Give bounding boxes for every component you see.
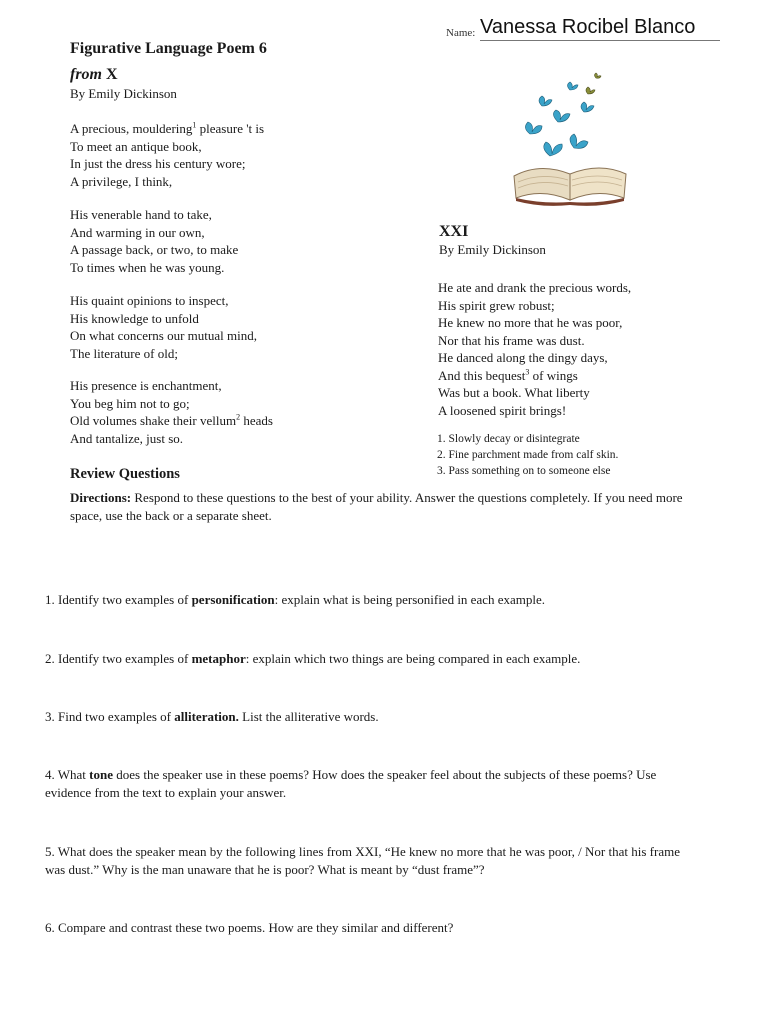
footnotes [437, 431, 618, 479]
poem-line: A privilege, I think, [70, 173, 173, 189]
poem-line: A passage back, or two, to make [70, 242, 239, 257]
name-label: Name: [446, 27, 476, 39]
question-6: 6. Compare and contrast these two poems. How are they similar and different? [45, 920, 454, 935]
butterfly-icon [525, 82, 594, 156]
poem-x-stanza-1 [70, 120, 264, 190]
poem-xxi-byline: By Emily Dickinson [439, 242, 546, 257]
question-2: 2. Identify two examples of metaphor: explain which two things are being compared in each example. [45, 651, 581, 666]
review-heading: Review Questions [70, 466, 180, 482]
poem-line: To meet an antique book, [70, 138, 202, 154]
poem-line: His spirit grew robust; [438, 297, 555, 313]
poem-line: A loosened spirit brings! [438, 402, 567, 418]
poem-line: His quaint opinions to inspect, [70, 293, 229, 308]
poem-line: Was but a book. What liberty [438, 385, 590, 400]
poem-line: And warming in our own, [70, 224, 205, 240]
poem-line: His knowledge to unfold [70, 310, 199, 326]
question-1: 1. Identify two examples of personification: explain what is being personified in each example. [45, 592, 546, 607]
poem-line: And tantalize, just so. [70, 430, 184, 446]
poem-xxi-title: XXI [439, 223, 469, 240]
question-5: 5. What does the speaker mean by the following lines from XXI, “He knew no more that he was poor, / Nor that his frame was dust.” Why is the man unaware that he is poor? What is meant by “dust frame”? [45, 844, 680, 877]
poem-line: You beg him not to go; [70, 395, 190, 411]
poem-x-stanza-4 [70, 377, 273, 447]
poem-line: On what concerns our mutual mind, [70, 328, 258, 343]
poem-xxi-stanza [438, 279, 631, 419]
poem-line: He ate and drank the precious words, [438, 280, 632, 295]
footnote: 3. Pass something on to someone else [437, 465, 611, 477]
directions-text: Respond to these questions to the best of your ability. Answer the questions completely. If you need more space, use the back or a separate sheet. [70, 490, 683, 523]
poem-line: His venerable hand to take, [70, 207, 212, 222]
butterfly-icon [586, 73, 601, 94]
poem-line: In just the dress his century wore; [70, 156, 246, 171]
question-3: 3. Find two examples of alliteration. List the alliterative words. [45, 709, 379, 724]
open-book-butterflies-illustration [512, 70, 632, 210]
poem-x-stanza-2 [70, 206, 238, 276]
question-4: 4. What tone does the speaker use in these poems? How does the speaker feel about the subjects of these poems? Use evidence from the text to explain your answer. [45, 767, 657, 800]
poem-x-stanza-3 [70, 292, 257, 362]
worksheet-title: Figurative Language Poem 6 [70, 40, 267, 57]
poem-x-title-prefix: from [70, 66, 102, 83]
poem-line: He knew no more that he was poor, [438, 315, 623, 330]
poem-line: A precious, mouldering$^1$ pleasure 't is [70, 120, 265, 136]
poem-line: The literature of old; [70, 345, 178, 361]
poem-x-title [70, 66, 118, 84]
directions-label: Directions: [70, 490, 132, 505]
poem-line: Old volumes shake their vellum$^2$ heads [70, 412, 273, 428]
poem-line: To times when he was young. [70, 259, 225, 275]
poem-line: His presence is enchantment, [70, 378, 222, 393]
poem-x-title-main: X [106, 66, 118, 83]
poem-line: Nor that his frame was dust. [438, 332, 585, 348]
poem-line: And this bequest$^3$ of wings [438, 367, 578, 383]
poem-x-byline: By Emily Dickinson [70, 86, 177, 101]
poem-line: He danced along the dingy days, [438, 350, 608, 365]
student-name: Vanessa Rocibel Blanco [480, 16, 720, 41]
footnote: 1. Slowly decay or disintegrate [437, 433, 580, 445]
footnote: 2. Fine parchment made from calf skin. [437, 449, 619, 461]
directions [70, 489, 690, 525]
